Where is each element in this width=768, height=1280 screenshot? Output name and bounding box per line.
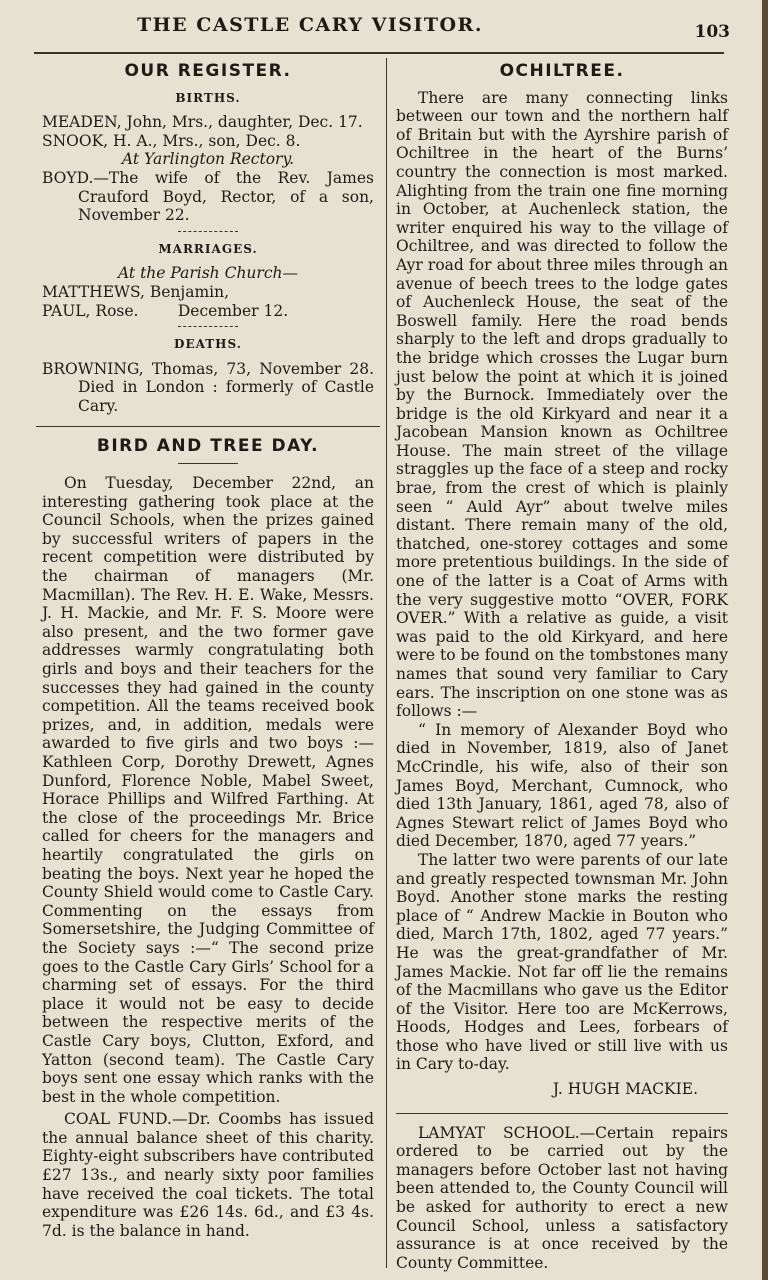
column-divider — [386, 58, 387, 1268]
coal-fund-paragraph: COAL FUND.—Dr. Coombs has issued the annual balance sheet of this charity. Eighty-eight subscribers have contributed £27 13s., and nearly sixty poor families have received the coal tickets. The total expenditure was £26 14s. 6d., and £3 4s. 7d. is the balance in hand. — [42, 1110, 374, 1240]
header-rule — [34, 52, 724, 54]
births-location: At Yarlington Rectory. — [121, 150, 295, 169]
marriage-line: PAUL, Rose. December 12. — [42, 301, 289, 320]
marriages-location: At the Parish Church— — [118, 264, 298, 283]
ochiltree-inscription: “ In memory of Alexander Boyd who died in November, 1819, also of Janet McCrindle, his wife, also of their son James Boyd, Merchant, Cumnock, who died 13th January, 1861, aged 78, also of Agnes Stewart relict of James Boyd who died December, 1870, aged 77 years.” — [396, 720, 728, 851]
article-divider — [396, 1113, 728, 1114]
boyd-birth-entry: BOYD.—The wife of the Rev. James Crauford Boyd, Rector, of a son, November 22. — [42, 168, 374, 225]
bird-tree-title: BIRD AND TREE DAY. — [96, 435, 320, 456]
deaths-heading: DEATHS. — [174, 337, 242, 352]
ochiltree-body-continued: The latter two were parents of our late and greatly respected townsman Mr. John Boyd. Another stone marks the resting place of “ Andrew Mackie in Bouton who died, March 17th, 1802, aged 77 years.” He was the great-grandfather of Mr. James Mackie. Not far off lie the remains of the Macmillans who gave us the Editor of the Visitor. Here too are McKerrows, Hoods, Hodges and Lees, forbears of those who have lived or still live with us in Cary to-day. — [396, 850, 728, 1074]
right-column — [396, 62, 728, 1272]
marriages-heading: MARRIAGES. — [158, 241, 258, 256]
lamyat-school-paragraph: LAMYAT SCHOOL.—Certain repairs ordered to be carried out by the managers before October last not having been attended to, the County Council will be asked for authority to erect a new Council School, unless a satisfactory assurance is at once received by the County Committee. — [396, 1123, 728, 1272]
death-entry: BROWNING, Thomas, 73, November 28. Died in London : formerly of Castle Cary. — [42, 359, 374, 415]
running-title: THE CASTLE CARY VISITOR. — [137, 14, 483, 36]
birth-entry: SNOOK, H. A., Mrs., son, Dec. 8. — [42, 131, 301, 150]
births-heading: BIRTHS. — [175, 90, 241, 105]
page-edge — [762, 0, 768, 1280]
title-underline — [178, 463, 238, 464]
page-header — [30, 10, 730, 44]
article-divider — [36, 426, 380, 427]
section-divider — [178, 326, 238, 327]
register-title: OUR REGISTER. — [124, 61, 292, 81]
bird-tree-body: On Tuesday, December 22nd, an interesting gathering took place at the Council Schools, when the prizes gained by successful writers of papers in the recent competition were distributed by the chairman of managers (Mr. Macmillan). The Rev. H. E. Wake, Messrs. J. H. Mackie, and Mr. F. S. Moore were also present, and the two former gave addresses warmly congratulating both girls and boys and their teachers for the successes they had gained in the county competition. All the teams received book prizes, and, in addition, medals were awarded to five girls and two boys :—Kathleen Corp, Dorothy Drewett, Agnes Dunford, Florence Noble, Mabel Sweet, Horace Phillips and Wilfred Farthing. At the close of the proceedings Mr. Brice called for cheers for the managers and heartily congratulated the girls on beating the boys. Next year he hoped the County Shield would come to Castle Cary. Commenting on the essays from Somersetshire, the Judging Committee of the Society says :—“ The second prize goes to the Castle Cary Girls’ School for a charming set of essays. For the third place it would not be easy to decide between the respective merits of the Castle Cary boys, Clutton, Exford, and Yatton (second team). The Castle Cary boys sent one essay which ranks with the best in the whole competition. — [42, 474, 374, 1106]
left-column — [42, 62, 374, 1240]
birth-entry: MEADEN, John, Mrs., daughter, Dec. 17. — [42, 113, 363, 132]
marriage-line: MATTHEWS, Benjamin, — [42, 282, 230, 301]
ochiltree-body: There are many connecting links between our town and the northern half of Britain but with the Ayrshire parish of Ochiltree in the heart of the Burns’ country the connection is most marked. Alighting from the train one fine morning in October, at Auchenleck station, the writer enquired his way to the village of Ochiltree, and was directed to follow the Ayr road for about three miles through an avenue of beech trees to the lodge gates of Auchenleck House, the seat of the Boswell family. Here the road bends sharply to the left and drops gradually to the bridge which crosses the Lugar burn just below the point at which it is joined by the Burnock. Immediately over the bridge is the old Kirkyard and near it a Jacobean Mansion known as Ochiltree House. The main street of the village straggles up the face of a steep and rocky brae, from the crest of which is plainly seen “ Auld Ayr” about twelve miles distant. There remain many of the old, thatched, one-storey cottages and some more pretentious buildings. In the side of one of the latter is a Coat of Arms with the very suggestive motto “OVER, FORK OVER.” With a relative as guide, a visit was paid to the old Kirkyard, and here were to be found on the tombstones many names that sound very familiar to Cary ears. The inscription on one stone was as follows :— — [396, 88, 728, 721]
author-signature: J. HUGH MACKIE. — [552, 1080, 698, 1099]
page-number: 103 — [694, 22, 730, 42]
section-divider — [178, 231, 238, 232]
ochiltree-title: OCHILTREE. — [499, 61, 625, 81]
